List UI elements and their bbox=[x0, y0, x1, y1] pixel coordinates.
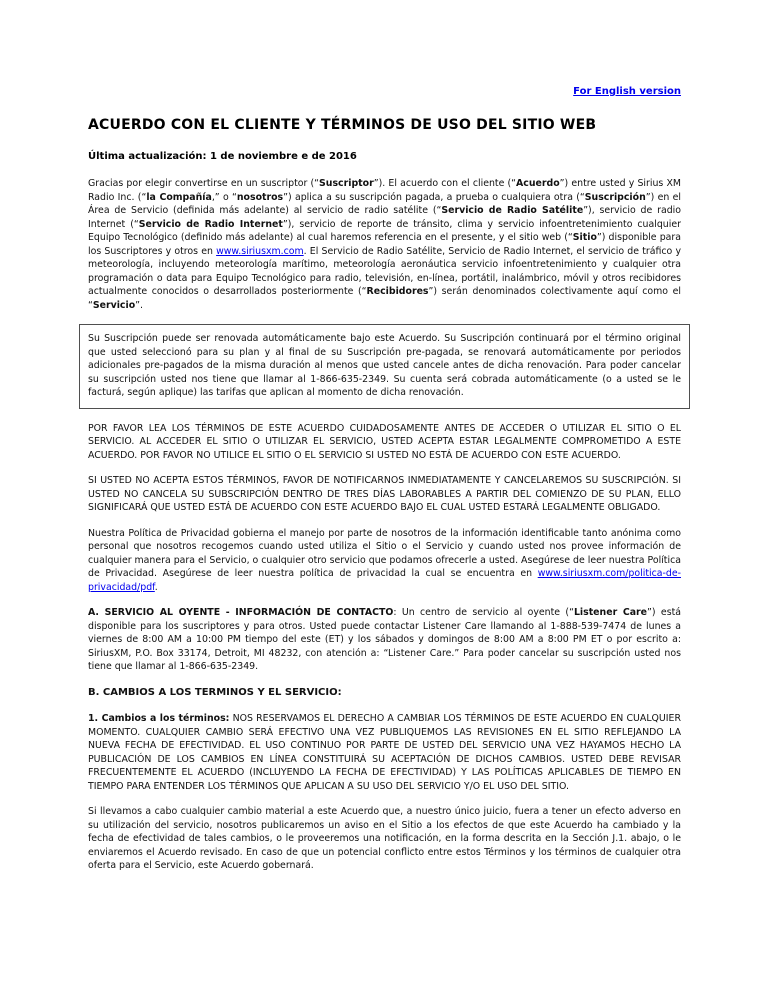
text-run: Listener Care bbox=[573, 607, 648, 618]
auto-renewal-notice-box bbox=[79, 324, 690, 409]
paragraph-read-terms bbox=[88, 422, 681, 463]
text-run: la Compañía bbox=[146, 191, 212, 203]
text-run: NOS RESERVAMOS EL DERECHO A CAMBIAR LOS TÉRMINOS DE ESTE ACUERDO EN CUALQUIER MOMENTO. CUALQUIER CAMBIO SERÁ EFECTIVO UNA VEZ PUBLIQUEMOS LAS REVISIONES EN EL SITIO REFLEJANDO LA NUEVA FECHA DE EFECTIVIDAD. EL USO CONTINUO POR PARTE DE USTED DEL SERVICIO UNA VEZ HAYAMOS HECHO LA PUBLICACIÓN DE LOS CAMBIOS EN LÍNEA CONSTITUIRÁ SU ACEPTACIÓN DE DICHOS CAMBIOS. USTED DEBE REVISAR FRECUENTEMENTE EL ACUERDO (INCLUYENDO LA FECHA DE EFECTIVIDAD) Y LAS POLÍTICAS APLICABLES DE TIEMPO EN TIEMPO PARA ENTENDER LOS TÉRMINOS QUE APLICAN A SU USO DEL SERVICIO Y/O EL USO DEL SITIO. bbox=[88, 713, 681, 792]
text-run: . El Servicio de Radio Satélite, Servicio de Radio Internet, el servicio de tráfico y meteorología, incluyendo meteorología marítimo, meteorología aeronáutica servicio infoentretenimiento y cualquier otra programación o data para Equipo Tecnológico para radio, televisión, en-línea, portátil, inalámbrico, móvil y otros recibidores actualmente conocidos o desarrollados posteriormente (“ bbox=[88, 245, 681, 297]
paragraph-not-accept bbox=[88, 474, 681, 515]
text-run: Suscriptor bbox=[319, 178, 374, 189]
text-run: ”) aplica a su suscripción pagada, a prueba o cualquiera otra (“ bbox=[283, 191, 585, 203]
text-run: Servicio de Radio Internet bbox=[138, 218, 283, 230]
text-run: Recibidores bbox=[366, 286, 429, 297]
privacy-policy-link[interactable]: www.siriusxm.com/politica-de-privacidad/pdf bbox=[88, 568, 681, 593]
section-b-heading bbox=[88, 686, 681, 700]
text-run: Servicio de Radio Satélite bbox=[441, 205, 584, 216]
text-run: B. CAMBIOS A LOS TERMINOS Y EL SERVICIO: bbox=[88, 686, 342, 698]
text-run: nosotros bbox=[236, 191, 284, 203]
text-run: ”) en el Área de Servicio (definida más adelante) al servicio de radio satélite (“ bbox=[88, 191, 681, 216]
text-run: . bbox=[154, 581, 158, 593]
siriusxm-home-link[interactable]: www.siriusxm.com bbox=[216, 245, 304, 257]
text-run: Acuerdo bbox=[516, 178, 560, 189]
text-run: Gracias por elegir convertirse en un suscriptor (“ bbox=[88, 178, 320, 189]
text-run: ”) está disponible para los suscriptores y para otros. Usted puede contactar Listener Care llamando al 1-888-539-7474 de lunes a viernes de 8:00 AM a 10:00 PM tiempo del este (ET) y los sábados y domingos de 8:00 AM a 8:00 PM ET o por escrito a: SiriusXM, P.O. Box 33174, Detroit, MI 48232, con atención a: “Listener Care.” Para poder cancelar su suscripción usted nos tiene que llamar al 1-866-635-2349. bbox=[88, 607, 681, 672]
text-run: ”. bbox=[135, 299, 143, 311]
text-run: ”). El acuerdo con el cliente (“ bbox=[373, 178, 517, 189]
text-run: ”) entre usted y Sirius XM Radio Inc. (“ bbox=[88, 178, 682, 203]
language-switch-row bbox=[88, 0, 681, 98]
text-run: ”) serán denominados colectivamente aquí como el “ bbox=[88, 286, 681, 311]
paragraph-material-changes bbox=[88, 805, 681, 873]
document-body bbox=[88, 177, 681, 873]
text-run: Sitio bbox=[572, 232, 597, 243]
paragraph-intro bbox=[88, 177, 681, 312]
paragraph-changes-to-terms bbox=[88, 712, 681, 793]
text-run: Si llevamos a cabo cualquier cambio material a este Acuerdo que, a nuestro único juicio, fuera a tener un efecto adverso en su utilización del servicio, nosotros publicaremos un aviso en el Sitio a los efectos de que este Acuerdo ha cambiado y la fecha de efectividad de tales cambios, o le proveeremos una notificación, en la forma descrita en la Sección J.1. abajo, o le enviaremos el Acuerdo revisado. En caso de que un potencial conflicto entre estos Términos y los términos de cualquier otra oferta para el Servicio, este Acuerdo gobernará. bbox=[88, 806, 681, 871]
text-run: Nuestra Política de Privacidad gobierna el manejo por parte de nosotros de la información identificable tanto anónima como personal que nosotros recogemos cuando usted utiliza el Sitio o el Servicio y cuando usted nos provee información de cualquier manera para el Servicio, o cualquier otro servicio que podamos ofrecerle a usted. Asegúrese de leer nuestra Política de Privacidad. Asegúrese de leer nuestra política de privacidad la cual se encuentra en bbox=[88, 527, 681, 579]
text-run: 1. Cambios a los términos: bbox=[88, 713, 230, 724]
page-title: ACUERDO CON EL CLIENTE Y TÉRMINOS DE USO DEL SITIO WEB bbox=[88, 117, 597, 133]
text-run: SI USTED NO ACEPTA ESTOS TÉRMINOS, FAVOR DE NOTIFICARNOS INMEDIATAMENTE Y CANCELAREMOS SU SUSCRIPCIÓN. SI USTED NO CANCELA SU SUBSCRIPCIÓN DENTRO DE TRES DÍAS LABORABLES A PARTIR DEL COMIENZO DE SU PLAN, ELLO SIGNIFICARÁ QUE USTED ESTÁ DE ACUERDO CON ESTE ACUERDO BAJO EL CUAL USTED ESTARÁ LEGALMENTE OBLIGADO. bbox=[88, 475, 681, 513]
text-run: ,” o “ bbox=[211, 191, 237, 203]
english-version-link[interactable]: For English version bbox=[573, 86, 681, 97]
text-run: A. SERVICIO AL OYENTE - INFORMACIÓN DE CONTACTO bbox=[88, 607, 394, 618]
text-run: ”), servicio de radio Internet (“ bbox=[88, 205, 681, 230]
paragraph-privacy-policy bbox=[88, 527, 681, 595]
text-run: POR FAVOR LEA LOS TÉRMINOS DE ESTE ACUERDO CUIDADOSAMENTE ANTES DE ACCEDER O UTILIZAR EL SITIO O EL SERVICIO. AL ACCEDER EL SITIO O UTILIZAR EL SERVICIO, USTED ACEPTA ESTAR LEGALMENTE COMPROMETIDO A ESTE ACUERDO. POR FAVOR NO UTILICE EL SITIO O EL SERVICIO SI USTED NO ESTÁ DE ACUERDO CON ESTE ACUERDO. bbox=[88, 422, 681, 461]
text-run: Su Suscripción puede ser renovada automáticamente bajo este Acuerdo. Su Suscripción continuará por el término original que usted seleccionó para su plan y al final de su Suscripción pre-pagada, se renovará automáticamente por periodos adicionales pre-pagados de la misma duración al menos que usted cancele antes de dicha renovación. Para poder cancelar su suscripción usted nos tiene que llamar al 1-866-635-2349. Su cuenta será cobrada automáticamente (o a usted se le facturá, según aplique) las tarifas que aplican al momento de dicha renovación. bbox=[88, 333, 681, 398]
section-a-listener-care bbox=[88, 606, 681, 674]
text-run: ”) disponible para los Suscriptores y otros en bbox=[88, 232, 681, 257]
text-run: : Un centro de servicio al oyente (“ bbox=[393, 607, 574, 618]
text-run: Suscripción bbox=[584, 191, 646, 203]
text-run: Servicio bbox=[92, 299, 136, 311]
paragraph-auto-renewal bbox=[88, 332, 681, 400]
text-run: ”), servicio de reporte de tránsito, clima y servicio infoentretenimiento cualquier Equipo Tecnológico (definido más adelante) al cual haremos referencia en el presente, y el sitio web (“ bbox=[88, 218, 681, 243]
last-updated-label: Última actualización: 1 de noviembre e de 2016 bbox=[88, 151, 357, 162]
